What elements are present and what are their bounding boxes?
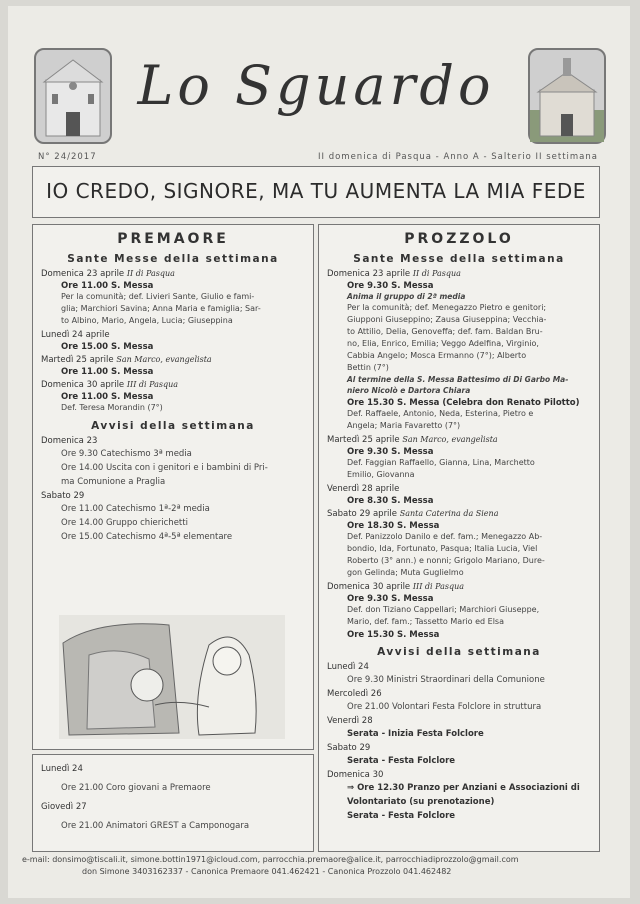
- prozzolo-mass-detail: Bettin (7°): [347, 363, 389, 372]
- extra-notice-item: Ore 21.00 Coro giovani a Premaore: [61, 783, 211, 793]
- prozzolo-mass-day: Martedì 25 aprile San Marco, evangelista: [327, 435, 498, 445]
- premaore-mass-day: Martedì 25 aprile San Marco, evangelista: [41, 355, 212, 365]
- prozzolo-mass-time: Ore 9.30 S. Messa: [347, 281, 434, 291]
- prozzolo-mass-detail: bondio, Ida, Fortunato, Pasqua; Italia Lucia, Viel: [347, 544, 538, 553]
- prozzolo-notice-day: Sabato 29: [327, 743, 371, 753]
- prozzolo-notice-item: ⇒ Ore 12.30 Pranzo per Anziani e Associazioni di: [347, 783, 580, 793]
- premaore-mass-detail: Per la comunità; def. Livieri Sante, Giulio e fami-: [61, 292, 255, 301]
- prozzolo-mass-detail: Cabbia Angelo; Mosca Ermanno (7°); Alberto: [347, 351, 527, 360]
- church-prozzolo-image: [528, 48, 606, 144]
- prozzolo-mass-day: Domenica 23 aprile II di Pasqua: [327, 269, 461, 279]
- prozzolo-mass-note: niero Nicolò e Dartora Chiara: [347, 386, 471, 395]
- prozzolo-mass-note: Anima il gruppo di 2ª media: [347, 292, 466, 301]
- prozzolo-mass-detail: Def. don Tiziano Cappellari; Marchiori Giuseppe,: [347, 605, 540, 614]
- premaore-notice-item: Ore 11.00 Catechismo 1ª-2ª media: [61, 504, 210, 514]
- premaore-mass-detail: glia; Marchiori Savina; Anna Maria e famiglia; Sar-: [61, 304, 261, 313]
- prozzolo-mass-note: Al termine della S. Messa Battesimo di Di Garbo Ma-: [347, 375, 569, 384]
- prozzolo-notice-day: Venerdì 28: [327, 716, 373, 726]
- premaore-mass-day: Domenica 30 aprile III di Pasqua: [41, 380, 179, 390]
- prozzolo-mass-time: Ore 15.30 S. Messa (Celebra don Renato Pilotto): [347, 398, 580, 408]
- bulletin-sheet: [8, 6, 630, 898]
- header: [34, 44, 606, 144]
- premaore-mass-detail: Def. Teresa Morandin (7°): [61, 403, 163, 412]
- prozzolo-mass-detail: Def. Raffaele, Antonio, Neda, Esterina, Pietro e: [347, 409, 534, 418]
- premaore-notices-title: Avvisi della settimana: [91, 420, 255, 432]
- prozzolo-notice-item: Serata - Festa Folclore: [347, 811, 456, 821]
- premaore-notice-day: Domenica 23: [41, 436, 98, 446]
- prozzolo-title: PROZZOLO: [404, 231, 514, 247]
- prozzolo-mass-time: Ore 15.30 S. Messa: [347, 630, 440, 640]
- prozzolo-notice-item: Serata - Inizia Festa Folclore: [347, 729, 484, 739]
- prozzolo-notice-item: Serata - Festa Folclore: [347, 756, 456, 766]
- premaore-notice-item: ma Comunione a Praglia: [61, 477, 166, 487]
- premaore-notice-day: Sabato 29: [41, 491, 85, 501]
- prozzolo-mass-detail: no, Elia, Enrico, Emilia; Veggo Adelfina, Virginio,: [347, 339, 539, 348]
- prozzolo-mass-day: Domenica 30 aprile III di Pasqua: [327, 582, 465, 592]
- prozzolo-masses-title: Sante Messe della settimana: [353, 253, 565, 265]
- prozzolo-mass-detail: Giupponi Giuseppino; Zausa Giuseppina; Vecchia-: [347, 315, 547, 324]
- footer-phones: don Simone 3403162337 - Canonica Premaore 041.462421 - Canonica Prozzolo 041.462482: [82, 867, 452, 876]
- prozzolo-notice-day: Mercoledì 26: [327, 689, 382, 699]
- prozzolo-mass-detail: Per la comunità; def. Menegazzo Pietro e genitori;: [347, 303, 547, 312]
- prozzolo-mass-time: Ore 18.30 S. Messa: [347, 521, 440, 531]
- masthead-title: Lo Sguardo: [137, 54, 495, 117]
- prozzolo-mass-detail: Mario, def. fam.; Tassetto Mario ed Elsa: [347, 617, 504, 626]
- motto-box: [32, 166, 600, 218]
- motto: IO CREDO, SIGNORE, MA TU AUMENTA LA MIA FEDE: [46, 179, 586, 203]
- prozzolo-mass-detail: Angela; Maria Favaretto (7°): [347, 421, 461, 430]
- contact-footer: [22, 854, 622, 878]
- prozzolo-mass-detail: Roberto (3° ann.) e nonni; Grigolo Mariano, Dure-: [347, 556, 545, 565]
- premaore-mass-time: Ore 11.00 S. Messa: [61, 367, 154, 377]
- premaore-notice-item: Ore 15.00 Catechismo 4ª-5ª elementare: [61, 532, 233, 542]
- prozzolo-notice-item: Volontariato (su prenotazione): [347, 797, 495, 807]
- premaore-mass-time: Ore 11.00 S. Messa: [61, 281, 154, 291]
- prozzolo-notice-day: Domenica 30: [327, 770, 384, 780]
- easter-illustration: [59, 615, 285, 739]
- premaore-mass-time: Ore 15.00 S. Messa: [61, 342, 154, 352]
- premaore-column: [32, 224, 314, 750]
- prozzolo-notice-item: Ore 21.00 Volontari Festa Folclore in struttura: [347, 702, 542, 712]
- prozzolo-mass-time: Ore 9.30 S. Messa: [347, 594, 434, 604]
- extra-notice-day: Giovedì 27: [41, 802, 87, 812]
- premaore-mass-detail: to Albino, Mario, Angela, Lucia; Giuseppina: [61, 316, 233, 325]
- issue-line: [38, 152, 598, 162]
- prozzolo-notice-item: Ore 9.30 Ministri Straordinari della Comunione: [347, 675, 545, 685]
- prozzolo-mass-day: Venerdì 28 aprile: [327, 484, 400, 494]
- premaore-mass-day: Domenica 23 aprile II di Pasqua: [41, 269, 175, 279]
- prozzolo-mass-detail: Def. Panizzolo Danilo e def. fam.; Menegazzo Ab-: [347, 532, 543, 541]
- premaore-notice-item: Ore 14.00 Uscita con i genitori e i bambini di Pri-: [61, 463, 268, 473]
- prozzolo-mass-detail: Def. Faggian Raffaello, Gianna, Lina, Marchetto: [347, 458, 535, 467]
- extra-notice-item: Ore 21.00 Animatori GREST a Camponogara: [61, 821, 250, 831]
- prozzolo-notice-day: Lunedì 24: [327, 662, 369, 672]
- prozzolo-notices-title: Avvisi della settimana: [377, 646, 541, 658]
- footer-emails: e-mail: donsimo@tiscali.it, simone.bottin1971@icloud.com, parrocchia.premaore@alice.it, parrocchiadiprozzolo@gmail.com: [22, 855, 519, 864]
- prozzolo-mass-detail: to Attilio, Delia, Genoveffa; def. fam. Baldan Bru-: [347, 327, 543, 336]
- prozzolo-mass-detail: gon Gelinda; Muta Guglielmo: [347, 568, 464, 577]
- issue-number: N° 24/2017: [38, 152, 97, 162]
- prozzolo-mass-detail: Emilio, Giovanna: [347, 470, 415, 479]
- prozzolo-mass-time: Ore 8.30 S. Messa: [347, 496, 434, 506]
- prozzolo-mass-day: Sabato 29 aprile Santa Caterina da Siena: [327, 509, 499, 519]
- premaore-mass-time: Ore 11.00 S. Messa: [61, 392, 154, 402]
- premaore-masses-title: Sante Messe della settimana: [67, 253, 279, 265]
- extra-notices-box: [32, 754, 314, 852]
- church-premaore-image: [34, 48, 112, 144]
- prozzolo-column: [318, 224, 600, 852]
- liturgy-info: II domenica di Pasqua - Anno A - Salterio II settimana: [317, 152, 598, 162]
- prozzolo-mass-time: Ore 9.30 S. Messa: [347, 447, 434, 457]
- premaore-notice-item: Ore 14.00 Gruppo chierichetti: [61, 518, 188, 528]
- premaore-title: PREMAORE: [117, 231, 229, 247]
- premaore-mass-day: Lunedì 24 aprile: [41, 330, 110, 340]
- premaore-notice-item: Ore 9.30 Catechismo 3ª media: [61, 449, 192, 459]
- extra-notice-day: Lunedì 24: [41, 764, 83, 774]
